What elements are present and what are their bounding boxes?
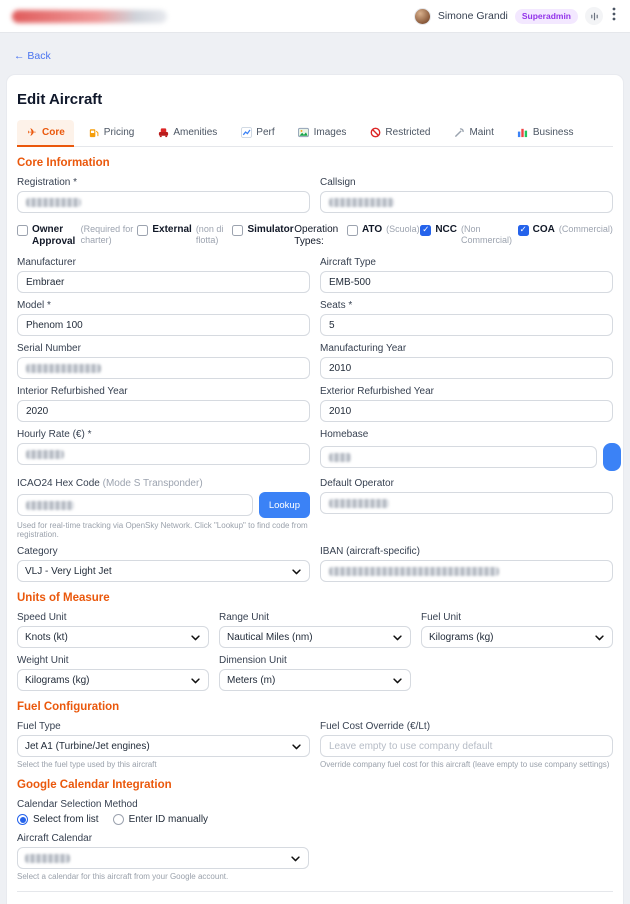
footer-divider (17, 891, 613, 892)
role-badge: Superadmin (515, 9, 578, 24)
coa-checkbox-group[interactable]: ✓ COA (Commercial) (518, 224, 613, 236)
redacted-value (26, 198, 81, 207)
coa-hint: (Commercial) (558, 224, 613, 234)
tab-images[interactable]: Images (289, 120, 356, 147)
seats-label: Seats * (320, 300, 353, 311)
weight-unit-select[interactable]: Kilograms (kg) (17, 669, 209, 691)
chevron-down-icon (190, 632, 201, 643)
fuel-type-select[interactable]: Jet A1 (Turbine/Jet engines) (17, 735, 310, 757)
owner-approval-checkbox-group[interactable]: Owner Approval (17, 224, 80, 247)
manufacturing-year-field-group (320, 343, 613, 379)
owner-approval-hint: (Required for charter) (80, 224, 134, 245)
aircraft-calendar-field-group (17, 833, 309, 881)
chevron-down-icon (290, 853, 301, 864)
page-title: Edit Aircraft (17, 91, 103, 108)
ncc-checkbox[interactable] (420, 225, 431, 236)
back-link[interactable]: ← Back (14, 50, 51, 62)
chevron-down-icon (291, 741, 302, 752)
external-hint: (non di flotta) (195, 224, 224, 245)
wrench-icon (453, 126, 465, 138)
exterior-refurbished-label: Exterior Refurbished Year (320, 386, 434, 397)
homebase-input[interactable] (320, 446, 597, 468)
fuel-cost-input[interactable] (320, 735, 613, 757)
redacted-value (329, 499, 389, 508)
fuel-cost-field-group (320, 721, 613, 769)
ato-checkbox[interactable] (347, 225, 358, 236)
aircraft-calendar-help-text: Select a calendar for this aircraft from your Google account. (17, 872, 229, 881)
homebase-label: Homebase (320, 429, 369, 440)
icao24-help-text: Used for real-time tracking via OpenSky Network. Click "Lookup" to find code from registration. (17, 521, 308, 539)
section-google-calendar: Google Calendar Integration (17, 779, 172, 791)
redacted-value (26, 364, 101, 373)
registration-input[interactable] (17, 191, 310, 213)
flags-row (17, 224, 613, 247)
calendar-method-radio-group (17, 814, 613, 825)
tab-restricted[interactable]: Restricted (360, 120, 439, 147)
dimension-unit-label: Dimension Unit (219, 655, 287, 666)
armchair-icon (157, 126, 169, 138)
fuel-unit-select[interactable]: Kilograms (kg) (421, 626, 613, 648)
chevron-down-icon (392, 632, 403, 643)
hourly-rate-field-group (17, 429, 310, 471)
simulator-checkbox[interactable] (232, 225, 243, 236)
model-field-group (17, 300, 310, 336)
icao24-field-group (17, 478, 310, 539)
tab-pricing[interactable]: Pricing (79, 120, 144, 147)
redacted-value (26, 501, 74, 510)
external-checkbox[interactable] (137, 225, 148, 236)
no-entry-icon (369, 126, 381, 138)
registration-label: Registration * (17, 177, 78, 188)
manufacturing-year-label: Manufacturing Year (320, 343, 407, 354)
serial-number-field-group (17, 343, 310, 379)
iban-field-group (320, 546, 613, 582)
chevron-down-icon (190, 675, 201, 686)
interior-refurbished-field-group (17, 386, 310, 422)
exterior-refurbished-field-group (320, 386, 613, 422)
aircraft-calendar-label: Aircraft Calendar (17, 833, 93, 844)
tab-bar (17, 120, 613, 147)
tab-maint[interactable]: Maint (444, 120, 502, 147)
callsign-field-group (320, 177, 613, 213)
coa-checkbox[interactable] (518, 225, 529, 236)
fuel-cost-label: Fuel Cost Override (€/Lt) (320, 721, 431, 732)
bar-chart-icon (517, 126, 529, 138)
icao24-sublabel: (Mode S Transponder) (102, 478, 203, 489)
edit-aircraft-card (6, 74, 624, 904)
fuel-cost-help-text: Override company fuel cost for this aircraft (leave empty to use company settings) (320, 760, 610, 769)
simulator-checkbox-group[interactable]: Simulator (232, 224, 293, 236)
fuel-type-label: Fuel Type (17, 721, 61, 732)
lookup-button[interactable]: Lookup (259, 492, 310, 518)
callsign-label: Callsign (320, 177, 356, 188)
chevron-down-icon (291, 566, 302, 577)
kebab-menu-icon[interactable] (610, 7, 618, 26)
category-select[interactable]: VLJ - Very Light Jet (17, 560, 310, 582)
manufacturer-label: Manufacturer (17, 257, 76, 268)
owner-approval-checkbox[interactable] (17, 225, 28, 236)
aircraft-type-input[interactable] (320, 271, 613, 293)
dimension-unit-select[interactable]: Meters (m) (219, 669, 411, 691)
model-label: Model * (17, 300, 51, 311)
fuel-type-field-group (17, 721, 310, 769)
tab-core[interactable]: ✈ Core (17, 120, 74, 147)
picture-icon (298, 126, 310, 138)
category-label: Category (17, 546, 58, 557)
ato-hint: (Scuola) (386, 224, 420, 234)
range-unit-select[interactable]: Nautical Miles (nm) (219, 626, 411, 648)
operation-types-label: Operation Types: (294, 224, 339, 247)
seats-field-group (320, 300, 613, 336)
aircraft-type-field-group (320, 257, 613, 293)
aircraft-calendar-select[interactable] (17, 847, 309, 869)
ato-checkbox-group[interactable]: ATO (Scuola) (347, 224, 420, 236)
fuel-unit-label: Fuel Unit (421, 612, 462, 623)
manufacturer-input[interactable] (17, 271, 310, 293)
redacted-value (25, 854, 70, 863)
tab-perf[interactable]: Perf (231, 120, 283, 147)
aircraft-type-label: Aircraft Type (320, 257, 376, 268)
default-operator-input[interactable] (320, 492, 613, 514)
fuel-type-help-text: Select the fuel type used by this aircraft (17, 760, 157, 769)
radio-icon[interactable] (17, 814, 28, 825)
fuel-unit-field-group (421, 612, 613, 648)
manufacturer-field-group (17, 257, 310, 293)
hourly-rate-label: Hourly Rate (€) * (17, 429, 92, 440)
callsign-input[interactable] (320, 191, 613, 213)
ncc-hint: (Non Commercial) (461, 224, 513, 245)
speed-unit-select[interactable]: Knots (kt) (17, 626, 209, 648)
homebase-field-group (320, 429, 613, 471)
redacted-value (329, 567, 499, 576)
chart-line-icon (240, 126, 252, 138)
serial-number-label: Serial Number (17, 343, 81, 354)
speed-unit-label: Speed Unit (17, 612, 67, 623)
dimension-unit-field-group (219, 655, 411, 691)
ncc-checkbox-group[interactable]: ✓ NCC (Non Commercial) (420, 224, 517, 245)
hourly-rate-input[interactable] (17, 443, 310, 465)
interior-refurbished-label: Interior Refurbished Year (17, 386, 128, 397)
default-operator-field-group (320, 478, 613, 539)
default-operator-label: Default Operator (320, 478, 394, 489)
speed-unit-field-group (17, 612, 209, 648)
app-header (0, 0, 630, 33)
iban-label: IBAN (aircraft-specific) (320, 546, 421, 557)
registration-field-group (17, 177, 310, 213)
homebase-lookup-button[interactable] (603, 443, 621, 471)
serial-number-input[interactable] (17, 357, 310, 379)
fuel-pump-icon (88, 126, 100, 138)
icao24-input[interactable] (17, 494, 253, 516)
tab-business[interactable]: Business (508, 120, 583, 147)
calendar-method-label: Calendar Selection Method (17, 799, 138, 810)
waveform-icon[interactable] (585, 7, 603, 25)
exterior-refurbished-input[interactable] (320, 400, 613, 422)
radio-enter-id-manually[interactable]: Enter ID manually (113, 814, 208, 825)
category-field-group (17, 546, 310, 582)
company-logo (12, 10, 167, 23)
redacted-value (26, 450, 64, 459)
external-checkbox-group[interactable]: External (non di flotta) (137, 224, 231, 245)
section-fuel-configuration: Fuel Configuration (17, 701, 120, 713)
weight-unit-label: Weight Unit (17, 655, 69, 666)
iban-input[interactable] (320, 560, 613, 582)
redacted-value (329, 453, 351, 462)
section-core-information: Core Information (17, 157, 110, 169)
section-units-of-measure: Units of Measure (17, 592, 110, 604)
icao24-label: ICAO24 Hex Code (17, 478, 100, 489)
tab-amenities[interactable]: Amenities (148, 120, 226, 147)
back-bar (0, 33, 630, 74)
user-avatar[interactable] (414, 8, 431, 25)
model-input[interactable] (17, 314, 310, 336)
weight-unit-field-group (17, 655, 209, 691)
chevron-down-icon (392, 675, 403, 686)
range-unit-field-group (219, 612, 411, 648)
user-name: Simone Grandi (437, 10, 508, 22)
radio-icon[interactable] (113, 814, 124, 825)
seats-input[interactable] (320, 314, 613, 336)
interior-refurbished-input[interactable] (17, 400, 310, 422)
chevron-down-icon (594, 632, 605, 643)
range-unit-label: Range Unit (219, 612, 270, 623)
plane-icon: ✈ (27, 125, 37, 139)
radio-select-from-list[interactable]: Select from list (17, 814, 99, 825)
manufacturing-year-input[interactable] (320, 357, 613, 379)
redacted-value (329, 198, 394, 207)
